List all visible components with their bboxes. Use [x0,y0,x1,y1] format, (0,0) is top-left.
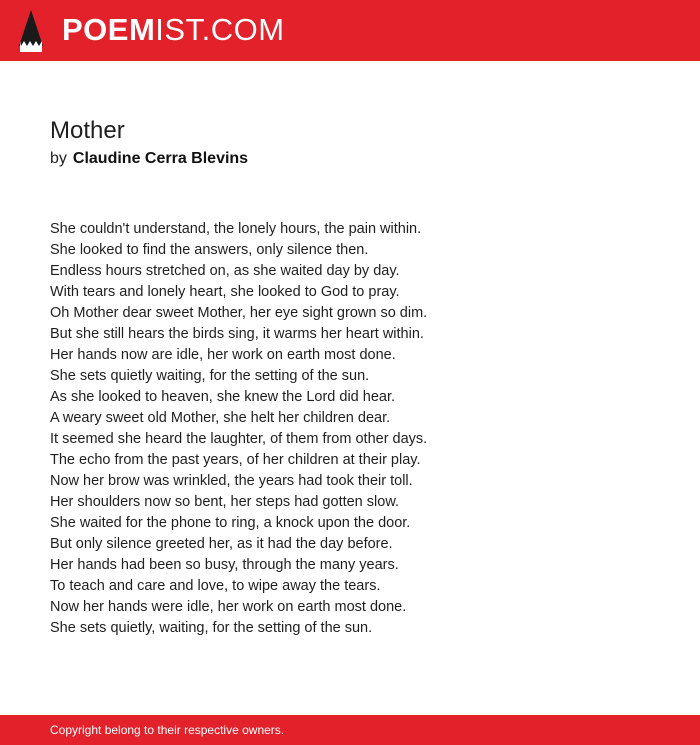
poem-line: A weary sweet old Mother, she helt her children dear. [50,410,391,426]
poem-line: But only silence greeted her, as it had the day before. [50,536,393,552]
poem-line: She sets quietly waiting, for the setting of the sun. [50,368,370,384]
poem-line: She couldn't understand, the lonely hours, the pain within. [50,221,422,237]
poem-line: Her hands now are idle, her work on earth most done. [50,347,396,363]
poem-line: She sets quietly, waiting, for the setting of the sun. [50,620,373,636]
logo-bold-text: POEM [62,12,156,47]
poem-line: Her hands had been so busy, through the many years. [50,557,399,573]
poem-line: Oh Mother dear sweet Mother, her eye sight grown so dim. [50,305,428,321]
poem-title: Mother [50,117,125,144]
poem-line: But she still hears the birds sing, it warms her heart within. [50,326,424,342]
logo-light-text: IST.COM [155,12,285,47]
author-name: Claudine Cerra Blevins [72,150,249,167]
poem-line: She looked to find the answers, only silence then. [50,242,369,258]
poem-line: To teach and care and love, to wipe away the tears. [50,578,381,594]
byline [50,148,248,170]
poem-body [50,219,670,639]
poem-line: Her shoulders now so bent, her steps had gotten slow. [50,494,400,510]
poem-line: It seemed she heard the laughter, of them from other days. [50,431,428,447]
copyright-text: Copyright belong to their respective owners. [50,723,285,737]
site-header [0,0,700,61]
poem-line: Now her brow was wrinkled, the years had took their toll. [50,473,413,489]
poem-line: The echo from the past years, of her children at their play. [50,452,421,468]
poem-line: With tears and lonely heart, she looked to God to pray. [50,284,400,300]
poem-line: Now her hands were idle, her work on earth most done. [50,599,407,615]
site-logo[interactable] [62,12,285,48]
by-label: by [50,150,67,167]
site-footer [0,715,700,745]
poem-line: She waited for the phone to ring, a knock upon the door. [50,515,411,531]
poem-line: As she looked to heaven, she knew the Lord did hear. [50,389,396,405]
poem-line: Endless hours stretched on, as she waited day by day. [50,263,400,279]
pencil-icon[interactable] [18,10,44,52]
